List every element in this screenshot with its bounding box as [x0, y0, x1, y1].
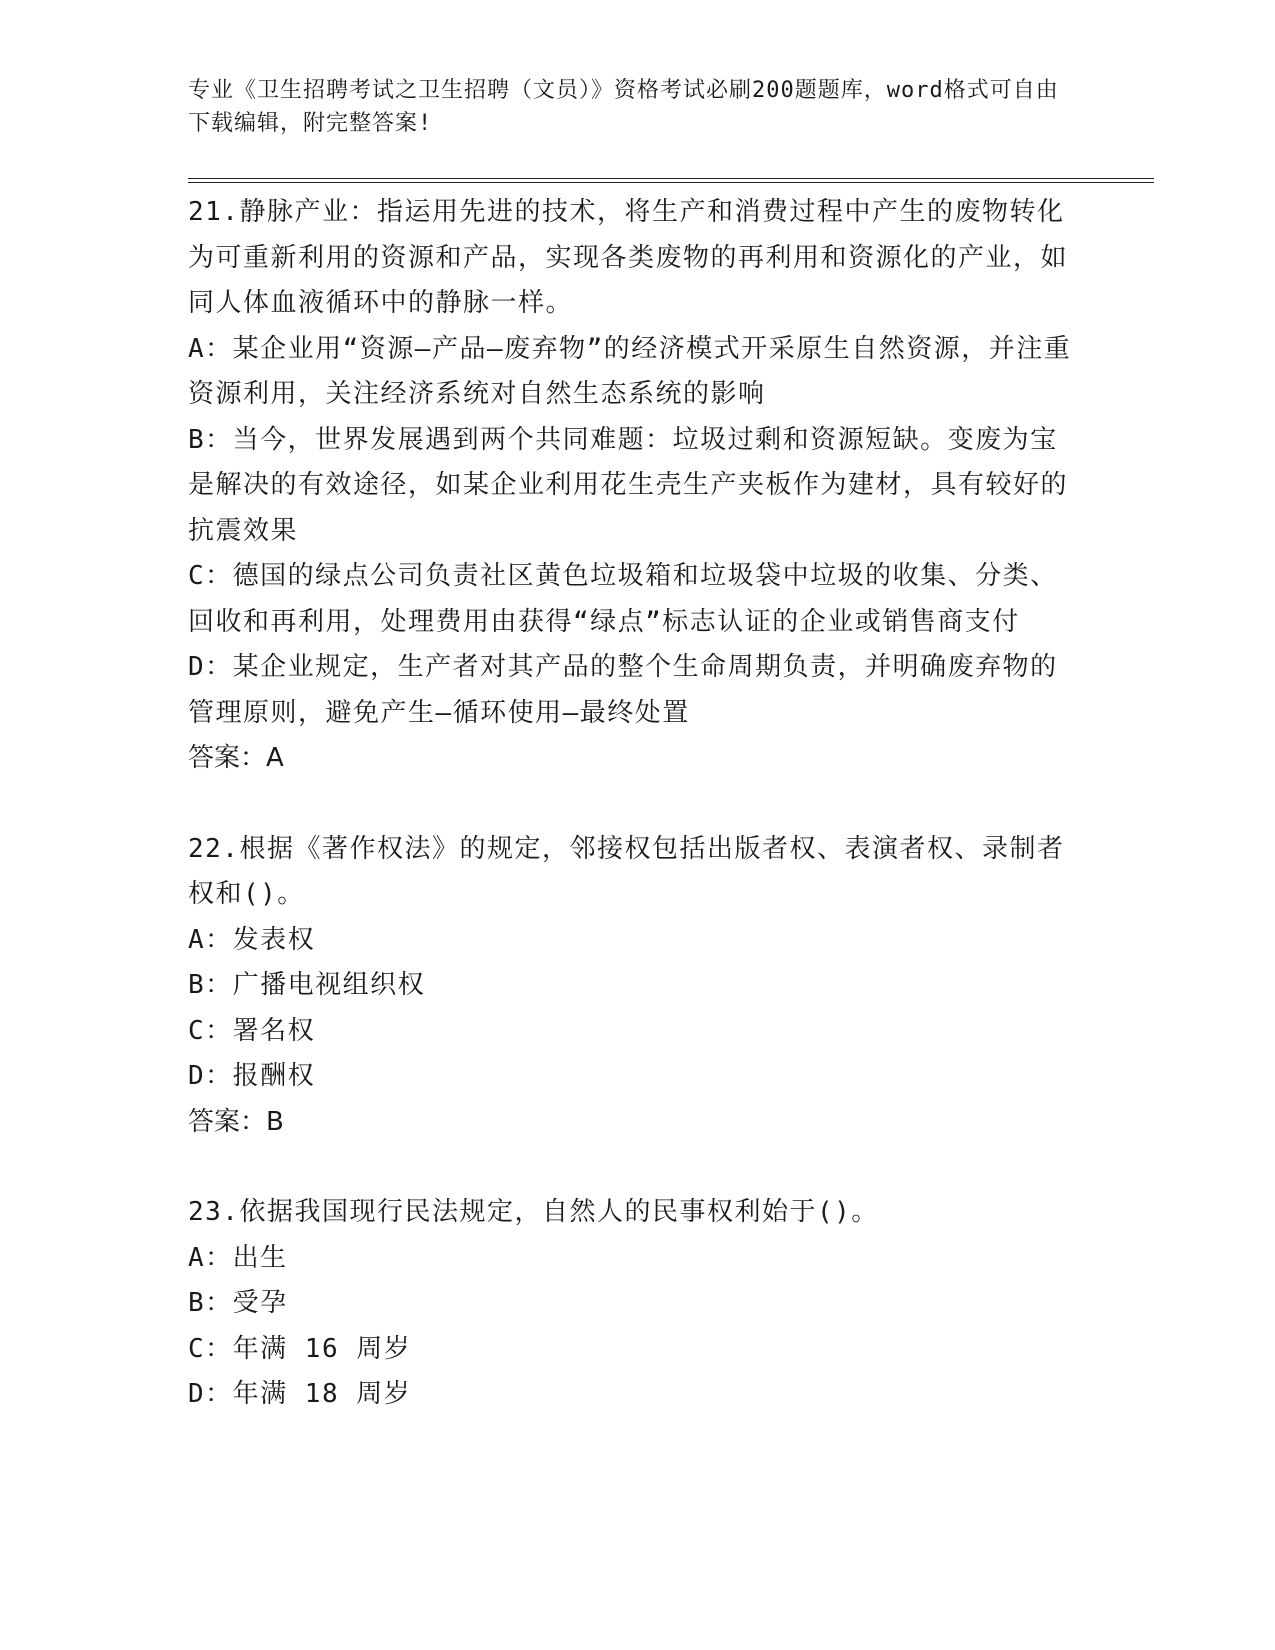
question-spacer: [188, 1145, 1078, 1190]
question-stem: 23.依据我国现行民法规定，自然人的民事权利始于()。: [188, 1197, 879, 1227]
option-b: B：广播电视组织权: [188, 970, 426, 1000]
answer-label: 答案：B: [188, 1106, 284, 1137]
question-stem: 22.根据《著作权法》的规定，邻接权包括出版者权、表演者权、录制者权和()。: [188, 833, 1065, 909]
option-d: D：报酬权: [188, 1061, 316, 1091]
question-21: [188, 190, 1078, 782]
option-b: B：当今，世界发展遇到两个共同难题：垃圾过剩和资源短缺。变废为宝是解决的有效途径，如某企业利用花生壳生产夹板作为建材，具有较好的抗震效果: [188, 424, 1069, 546]
option-a: A：出生: [188, 1242, 288, 1273]
question-stem: 21.静脉产业：指运用先进的技术，将生产和消费过程中产生的废物转化为可重新利用的资源和产品，实现各类废物的再利用和资源化的产业，如同人体血液循环中的静脉一样。: [188, 197, 1069, 318]
header-divider: [188, 178, 1154, 183]
option-c: C：署名权: [188, 1015, 316, 1046]
option-c: C：年满 16 周岁: [188, 1333, 412, 1364]
option-a: A：发表权: [188, 924, 316, 955]
question-22: [188, 827, 1078, 1146]
question-23: [188, 1190, 1078, 1418]
option-c: C：德国的绿点公司负责社区黄色垃圾箱和垃圾袋中垃圾的收集、分类、回收和再利用，处理费用由获得“绿点”标志认证的企业或销售商支付: [188, 561, 1058, 637]
option-d: D：某企业规定，生产者对其产品的整个生命周期负责，并明确废弃物的管理原则，避免产生—循环使用—最终处置: [188, 652, 1058, 728]
option-d: D：年满 18 周岁: [188, 1379, 412, 1409]
question-spacer: [188, 782, 1078, 827]
answer-label: 答案：A: [188, 743, 284, 773]
page-header: 专业《卫生招聘考试之卫生招聘（文员）》资格考试必刷200题题库，word格式可自由下载编辑，附完整答案!: [188, 78, 1059, 136]
question-list: [188, 190, 1078, 1418]
option-b: B：受孕: [188, 1288, 288, 1318]
option-a: A：某企业用“资源—产品—废弃物”的经济模式开采原生自然资源，并注重资源利用，关注经济系统对自然生态系统的影响: [188, 333, 1072, 409]
